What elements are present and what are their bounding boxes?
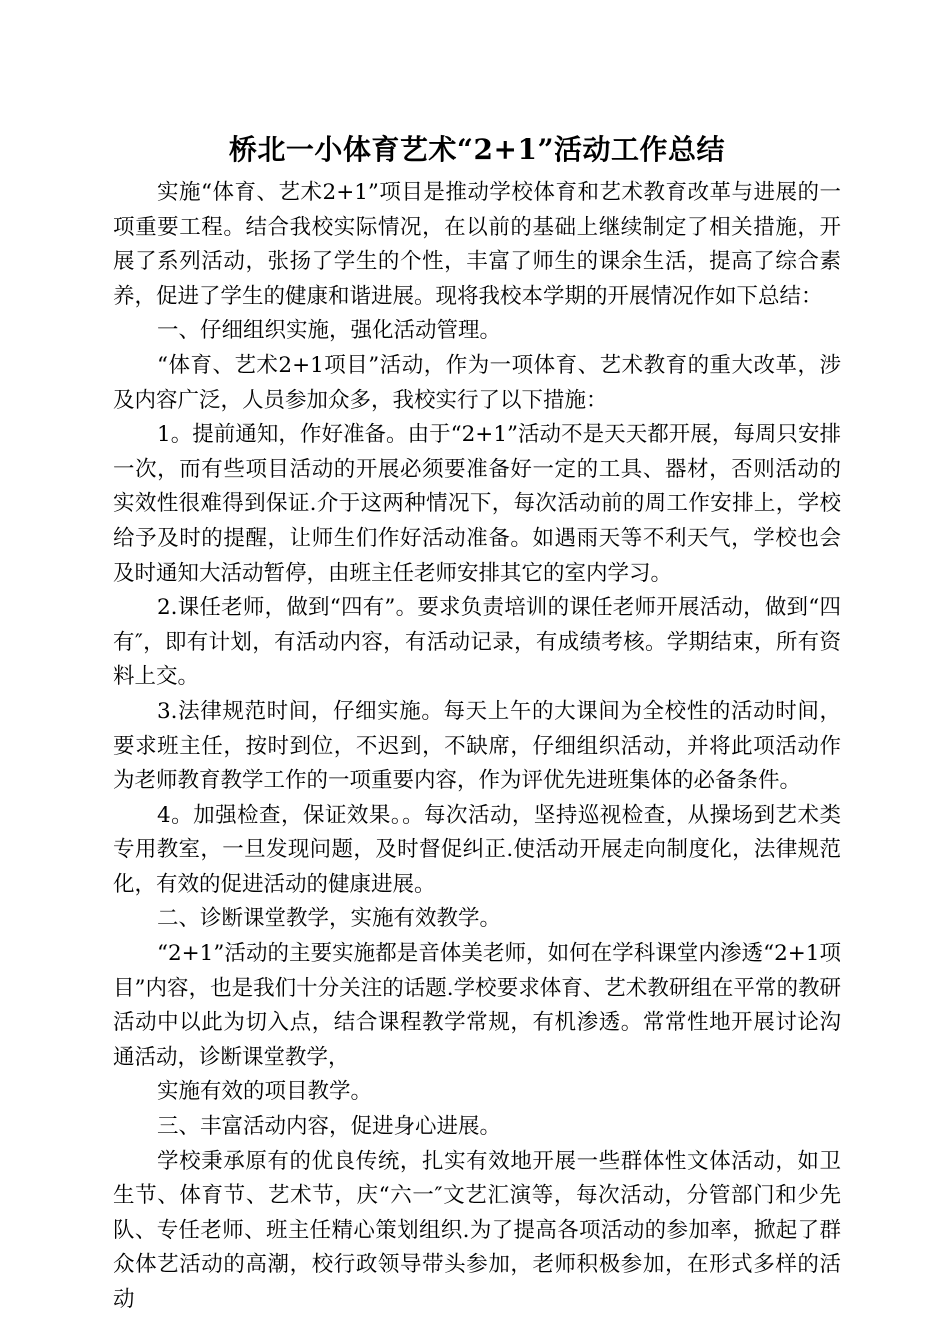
- paragraph-classroom-cont: 实施有效的项目教学。: [157, 1079, 373, 1105]
- paragraph-activities: 学校秉承原有的优良传统，扎实有效地开展一些群体性文体活动，如卫生节、体育节、艺术节，庆“六一″文艺汇演等，每次活动，分管部门和少先队、专任老师、班主任精心策划组织.为了提高各项活动的参加率，掀起了群众体艺活动的高潮，校行政领导带头参加，老师积极参加，在形式多样的活动: [113, 1148, 841, 1312]
- document-page: [113, 130, 841, 1318]
- paragraph-measure-3: 3.法律规范时间，仔细实施。每天上午的大课间为全校性的活动时间，要求班主任，按时到位，不迟到，不缺席，仔细组织活动，并将此项活动作为老师教育教学工作的一项重要内容，作为评优先进班集体的必备条件。: [113, 698, 841, 794]
- paragraph-classroom: “2+1”活动的主要实施都是音体美老师，如何在学科课堂内渗透“2+1项目”内容，也是我们十分关注的话题.学校要求体育、艺术教研组在平常的教研活动中以此为切入点，结合课程教学常规，有机渗透。常常性地开展讨论沟通活动，诊断课堂教学，: [113, 941, 841, 1070]
- section-heading-1: 一、仔细组织实施，强化活动管理。: [157, 318, 502, 344]
- document-title: 桥北一小体育艺术“2+1”活动工作总结: [228, 133, 726, 166]
- paragraph-measures-intro: “体育、艺术2+1项目”活动，作为一项体育、艺术教育的重大改革，涉及内容广泛，人员参加众多，我校实行了以下措施：: [113, 352, 841, 413]
- section-heading-2: 二、诊断课堂教学，实施有效教学。: [157, 906, 502, 932]
- paragraph-measure-1: 1。提前通知，作好准备。由于“2+1”活动不是天天都开展，每周只安排一次，而有些项目活动的开展必须要准备好一定的工具、器材，否则活动的实效性很难得到保证.介于这两种情况下，每次活动前的周工作安排上，学校给予及时的提醒，让师生们作好活动准备。如遇雨天等不利天气，学校也会及时通知大活动暂停，由班主任老师安排其它的室内学习。: [113, 422, 841, 586]
- paragraph-intro: 实施“体育、艺术2+1”项目是推动学校体育和艺术教育改革与进展的一项重要工程。结合我校实际情况，在以前的基础上继续制定了相关措施，开展了系列活动，张扬了学生的个性，丰富了师生的课余生活，提高了综合素养，促进了学生的健康和谐进展。现将我校本学期的开展情况作如下总结：: [113, 180, 841, 309]
- section-heading-3: 三、丰富活动内容，促进身心进展。: [157, 1114, 502, 1140]
- paragraph-measure-2: 2.课任老师，做到“四有”。要求负责培训的课任老师开展活动，做到“四有″，即有计划，有活动内容，有活动记录，有成绩考核。学期结束，所有资料上交。: [113, 595, 841, 690]
- paragraph-measure-4: 4。加强检查，保证效果。。每次活动，坚持巡视检查，从操场到艺术类专用教室，一旦发现问题，及时督促纠正.使活动开展走向制度化，法律规范化，有效的促进活动的健康进展。: [113, 802, 841, 897]
